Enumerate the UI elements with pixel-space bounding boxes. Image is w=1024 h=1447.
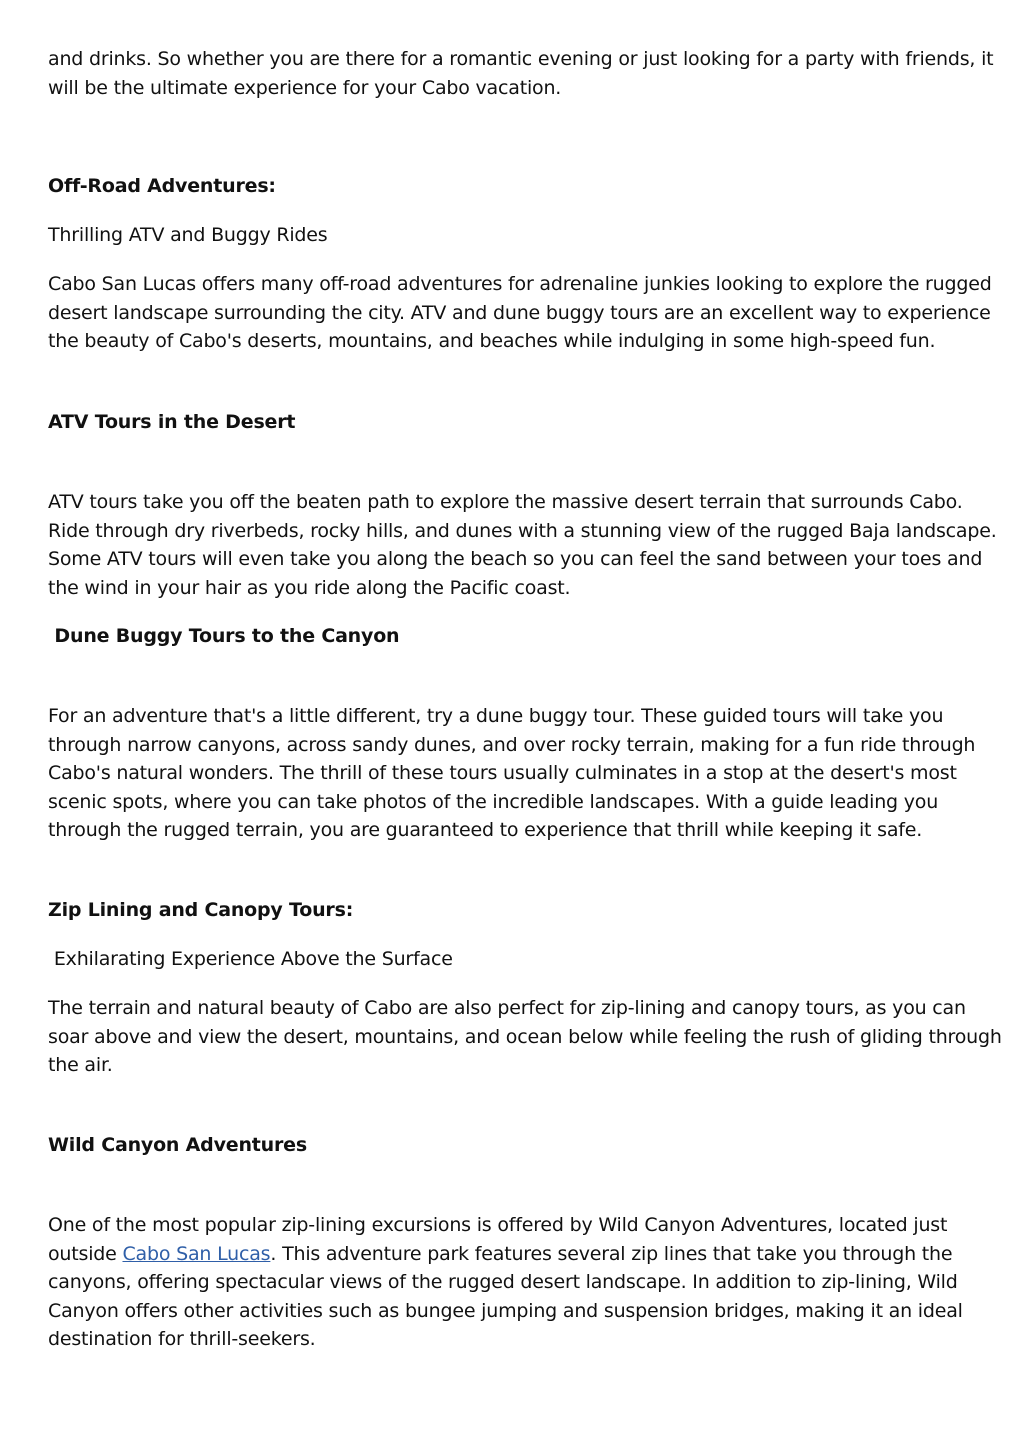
paragraph-line: scenic spots, where you can take photos of the incredible landscapes. With a guide leading you [48,790,939,813]
paragraph-line: canyons, offering spectacular views of the rugged desert landscape. In addition to zip-lining, Wild [48,1271,958,1293]
wild-heading: Wild Canyon Adventures [48,1134,307,1156]
buggy-heading: Dune Buggy Tours to the Canyon [48,625,400,647]
intro-paragraph [48,45,994,102]
zip-heading: Zip Lining and Canopy Tours: [48,899,354,921]
buggy-paragraph [48,702,978,845]
wild-paragraph [48,1211,978,1354]
paragraph-line: the beauty of Cabo's deserts, mountains, and beaches while indulging in some high-speed fun. [48,330,936,352]
text-segment: outside [48,1242,123,1265]
paragraph-line: destination for thrill-seekers. [48,1328,316,1350]
paragraph-line: For an adventure that's a little different, try a dune buggy tour. These guided tours will take you [48,705,944,727]
paragraph-line: Canyon offers other activities such as bungee jumping and suspension bridges, making it an ideal [48,1299,963,1322]
offroad-heading: Off-Road Adventures: [48,175,276,197]
paragraph-line: ATV tours take you off the beaten path to explore the massive desert terrain that surrounds Cabo. [48,491,963,513]
paragraph-line: desert landscape surrounding the city. ATV and dune buggy tours are an excellent way to experience [48,301,991,324]
intro-line: will be the ultimate experience for your Cabo vacation. [48,76,562,99]
paragraph-line: soar above and view the desert, mountains, and ocean below while feeling the rush of gliding through [48,1025,1002,1048]
zip-subheading: Exhilarating Experience Above the Surface [48,948,453,970]
paragraph-line: through the rugged terrain, you are guaranteed to experience that thrill while keeping it safe. [48,819,923,841]
zip-paragraph [48,994,1002,1080]
paragraph-line: Some ATV tours will even take you along the beach so you can feel the sand between your toes and [48,548,983,570]
cabo-san-lucas-link[interactable]: Cabo San Lucas [122,1242,271,1265]
paragraph-line-with-link [48,1240,978,1269]
paragraph-line: the wind in your hair as you ride along the Pacific coast. [48,576,571,599]
offroad-subheading: Thrilling ATV and Buggy Rides [48,224,328,246]
paragraph-line: Cabo San Lucas offers many off-road adventures for adrenaline junkies looking to explore the rugged [48,273,992,295]
atv-heading: ATV Tours in the Desert [48,411,296,433]
text-segment: . This adventure park features several zip lines that take you through the [270,1242,953,1265]
paragraph-line: Cabo's natural wonders. The thrill of these tours usually culminates in a stop at the desert's most [48,762,957,784]
intro-line: and drinks. So whether you are there for a romantic evening or just looking for a party with friends, it [48,48,994,70]
paragraph-line: The terrain and natural beauty of Cabo are also perfect for zip-lining and canopy tours, as you can [48,997,966,1019]
offroad-paragraph [48,270,992,356]
paragraph-line: One of the most popular zip-lining excursions is offered by Wild Canyon Adventures, located just [48,1214,948,1236]
paragraph-line: the air. [48,1054,113,1076]
paragraph-line: through narrow canyons, across sandy dunes, and over rocky terrain, making for a fun ride through [48,733,976,756]
atv-paragraph [48,488,997,602]
paragraph-line: Ride through dry riverbeds, rocky hills, and dunes with a stunning view of the rugged Baja landscape. [48,519,997,542]
